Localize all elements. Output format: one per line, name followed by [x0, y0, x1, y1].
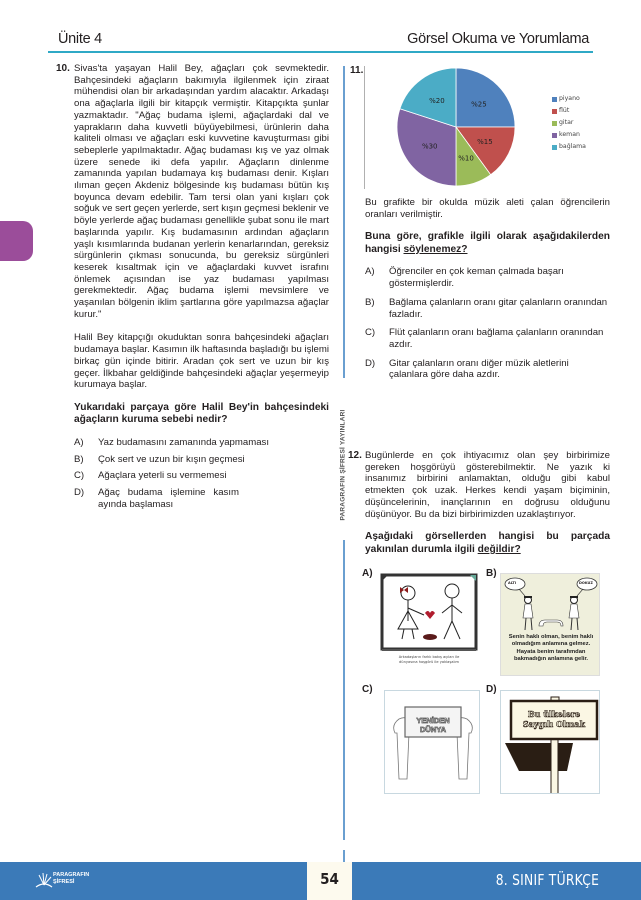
logo-line-2: ŞİFRESİ: [53, 879, 75, 885]
pie-data-label: %10: [458, 154, 474, 163]
option-letter: A): [362, 568, 373, 579]
legend-label: gitar: [559, 119, 574, 126]
option-a-image: [380, 573, 478, 673]
question-number: 10.: [56, 63, 70, 74]
legend-item-flüt: [552, 105, 586, 117]
stem-emphasis: değildir?: [477, 543, 521, 555]
question-number: 12.: [348, 450, 362, 461]
legend-item-gitar: [552, 117, 586, 129]
pie-data-label: %25: [471, 100, 487, 109]
option-letter: C): [74, 470, 85, 482]
chart-legend: [552, 93, 586, 153]
option-d[interactable]: [365, 358, 610, 381]
vertical-publisher-label: [335, 390, 351, 540]
page-number-box: [307, 862, 352, 900]
hands-holding-sign-illustration: [385, 691, 480, 794]
option-letter: D): [74, 487, 85, 499]
question-10-passage-2: Halil Bey kitapçığı okuduktan sonra bahçesindeki ağaçları budamaya başlar. Kasımın ilk haftasında başladığı bu işlemi birkaç gün içinde bitirir. Aradan çok sert ve uzun bir kış geçer. İlkbahar geldiğinde bahçesindeki ağaçlar yeşermeyip kurumaya başlar.: [74, 332, 329, 391]
option-c[interactable]: [74, 470, 329, 482]
option-letter: D): [486, 684, 497, 695]
option-b-caption: Senin haklı olman, benim haklı olmadığım anlamına gelmez. Hayata benim tarafımdan bakmadığın anlamına gelir.: [508, 634, 594, 663]
legend-swatch: [552, 97, 557, 102]
option-text: Ağaçlara yeterli su vermemesi: [98, 470, 227, 482]
option-b[interactable]: [365, 297, 610, 320]
question-11-body: [365, 197, 610, 386]
option-c[interactable]: [365, 327, 610, 350]
side-tab-marker: [0, 221, 33, 261]
legend-swatch: [552, 145, 557, 150]
stem-emphasis: söylenemez?: [403, 243, 468, 255]
publisher-logo: [35, 870, 115, 892]
legend-label: flüt: [559, 107, 570, 114]
option-d[interactable]: [74, 487, 329, 510]
vertical-publisher-text: PARAGRAFIN ŞİFRESİ YAYINLARI: [339, 409, 347, 521]
course-title: 8. SINIF TÜRKÇE: [495, 871, 599, 889]
question-12-stem: [365, 531, 610, 556]
question-12-body: [365, 450, 610, 556]
option-b[interactable]: [74, 454, 329, 466]
logo-text: [53, 872, 89, 886]
pie-slice-piyano: [456, 68, 515, 127]
option-c-sign-text: YENİDEN DÜNYA: [416, 716, 450, 734]
question-11-stem: [365, 231, 610, 256]
option-letter: C): [365, 327, 376, 339]
page-footer: [0, 862, 641, 900]
pie-data-label: %20: [429, 97, 445, 106]
speech-bubble-left: ALTI: [508, 581, 517, 585]
question-11-options: [365, 266, 610, 381]
option-text: Öğrenciler en çok keman çalmada başarı göstermişlerdir.: [389, 266, 564, 290]
option-text: Ağaç budama işlemine kasım ayında başlaması: [98, 487, 239, 510]
question-11-intro: Bu grafikte bir okulda müzik aleti çalan öğrencilerin oranları verilmiştir.: [365, 197, 610, 220]
column-divider-foot: [343, 850, 345, 862]
option-b-image: [500, 573, 600, 676]
question-10-passage: Sivas'ta yaşayan Halil Bey, ağaçları çok sevmektedir. Bahçesindeki ağaçların bakımıyla ilgilenmek için ziraat mühendisi olan bir arkadaşından yardım alacaktır. Arkadaşı ona ağaçlarla ilgili bir kitapçık vermiştir. Kitapçıkta şunlar yazmaktadır. "Ağaç budama işlemi, ağaçlardaki dal ve yaprakların daha kuvvetli büyüyebilmesi, ürünlerin daha kaliteli olması ve ağaçları eski kuvvetine kavuşturması gibi sebeplerle yapılmaktadır. Ağaç budaması kış ve yaz olmak üzere senede iki defa yapılır. Ağaçların dinlenme zamanında yapılan budamaya kış budaması denir. Kışları ılıman geçen Akdeniz bölgesinde kış budaması bütün kış boyunca devam edebilir. Tam tersi olan yani kışları çok soğuk ve sert geçen yerlerde, sert kışın geçmesi beklenir ve böyle yerlerde ağaç budaması genellikle şubat sonu ile mart başlarında yapılır. Kış budamasının ardından ağaçların yaşlı kısımlarında budanan yerlerin kenarlarından, gereksiz sürgünlerin çıkması sonucunda, bu gereksiz sürgünleri keserek kısaltmak için ve ağaçlardaki kuvvet israfını önlemek açısından ise yaz budaması yapılması gerekmektedir. Ağaç budama işlemi mevsimlere ve yaşanılan bölgenin iklim şartlarına göre yapılmazsa ağaçlar kurur.": [74, 63, 329, 320]
option-a[interactable]: [365, 266, 610, 289]
option-c-image: [384, 690, 480, 794]
option-letter: A): [365, 266, 375, 278]
pie-chart: [380, 66, 610, 192]
footer-right-bar: [352, 862, 641, 900]
pie-chart-svg: [388, 66, 548, 190]
option-letter: D): [365, 357, 376, 369]
page-number: 54: [320, 870, 339, 888]
column-divider-bottom: [343, 540, 345, 840]
signpost-illustration: [501, 691, 600, 794]
legend-label: bağlama: [559, 143, 586, 150]
question-number: 11.: [350, 65, 364, 76]
column-divider-top: [343, 66, 345, 378]
legend-item-bağlama: [552, 141, 586, 153]
option-letter: B): [486, 568, 497, 579]
book-fan-icon: [35, 872, 53, 890]
option-letter: B): [74, 453, 84, 465]
speech-bubble-right: DOKUZ: [579, 581, 593, 585]
option-a[interactable]: [74, 437, 329, 449]
footer-left-bar: [0, 862, 307, 900]
question-10-stem: Yukarıdaki parçaya göre Halil Bey'in bahçesindeki ağaçların kuruma sebebi nedir?: [74, 401, 329, 426]
section-title: Görsel Okuma ve Yorumlama: [407, 31, 589, 47]
question-12-passage: Bugünlerde en çok ihtiyacımız olan şey birbirimize gereken hoşgörüyü gösterebilmektir. Ne yazık ki insanımız birbirini anlamaktan, olduğu gibi kabul etmekten çok uzak. Herkes kendi yaşam biçiminin, düşüncelerinin, inançlarının en doğrusu olduğunu düşünüyor. Bu da bizi birbirimizden uzaklaştırıyor.: [365, 450, 610, 520]
legend-swatch: [552, 121, 557, 126]
legend-label: keman: [559, 131, 580, 138]
option-letter: B): [365, 296, 375, 308]
pie-data-label: %15: [477, 138, 493, 147]
legend-swatch: [552, 109, 557, 114]
legend-item-piyano: [552, 93, 586, 105]
option-text: Çok sert ve uzun bir kışın geçmesi: [98, 453, 245, 465]
unit-title: Ünite 4: [58, 31, 102, 47]
option-a-caption: Arkadaşların farklı bakış açıları ile dünyasına hoşgörü ile yaklaşalım: [398, 655, 460, 664]
question-10: [57, 63, 329, 516]
stem-text: Aşağıdaki görsellerden hangisi bu parçada yakınılan durumla ilgili: [365, 531, 610, 555]
logo-line-1: PARAGRAFIN: [53, 872, 90, 878]
legend-label: piyano: [559, 95, 580, 102]
stem-text: Buna göre, grafikle ilgili olarak aşağıdakilerden hangisi: [365, 231, 610, 255]
option-d-image: [500, 690, 600, 794]
chart-frame-line: [364, 66, 365, 189]
legend-item-keman: [552, 129, 586, 141]
option-letter: A): [74, 436, 84, 448]
option-letter: C): [362, 684, 373, 695]
option-text: Yaz budamasını zamanında yapmaması: [98, 436, 270, 448]
question-10-options: [74, 437, 329, 511]
option-d-sign-text: Bu ülkelere Saygılı Olmak: [522, 709, 586, 729]
page-header: [48, 27, 593, 53]
pie-data-label: %30: [421, 142, 438, 151]
option-text: Flüt çalanların oranı bağlama çalanların oranından azdır.: [389, 327, 604, 350]
option-text: Bağlama çalanların oranı gitar çalanların oranından fazladır.: [389, 296, 608, 320]
option-text: Gitar çalanların oranı diğer müzik aletlerini çalanlara göre daha azdır.: [389, 357, 569, 381]
legend-swatch: [552, 133, 557, 138]
